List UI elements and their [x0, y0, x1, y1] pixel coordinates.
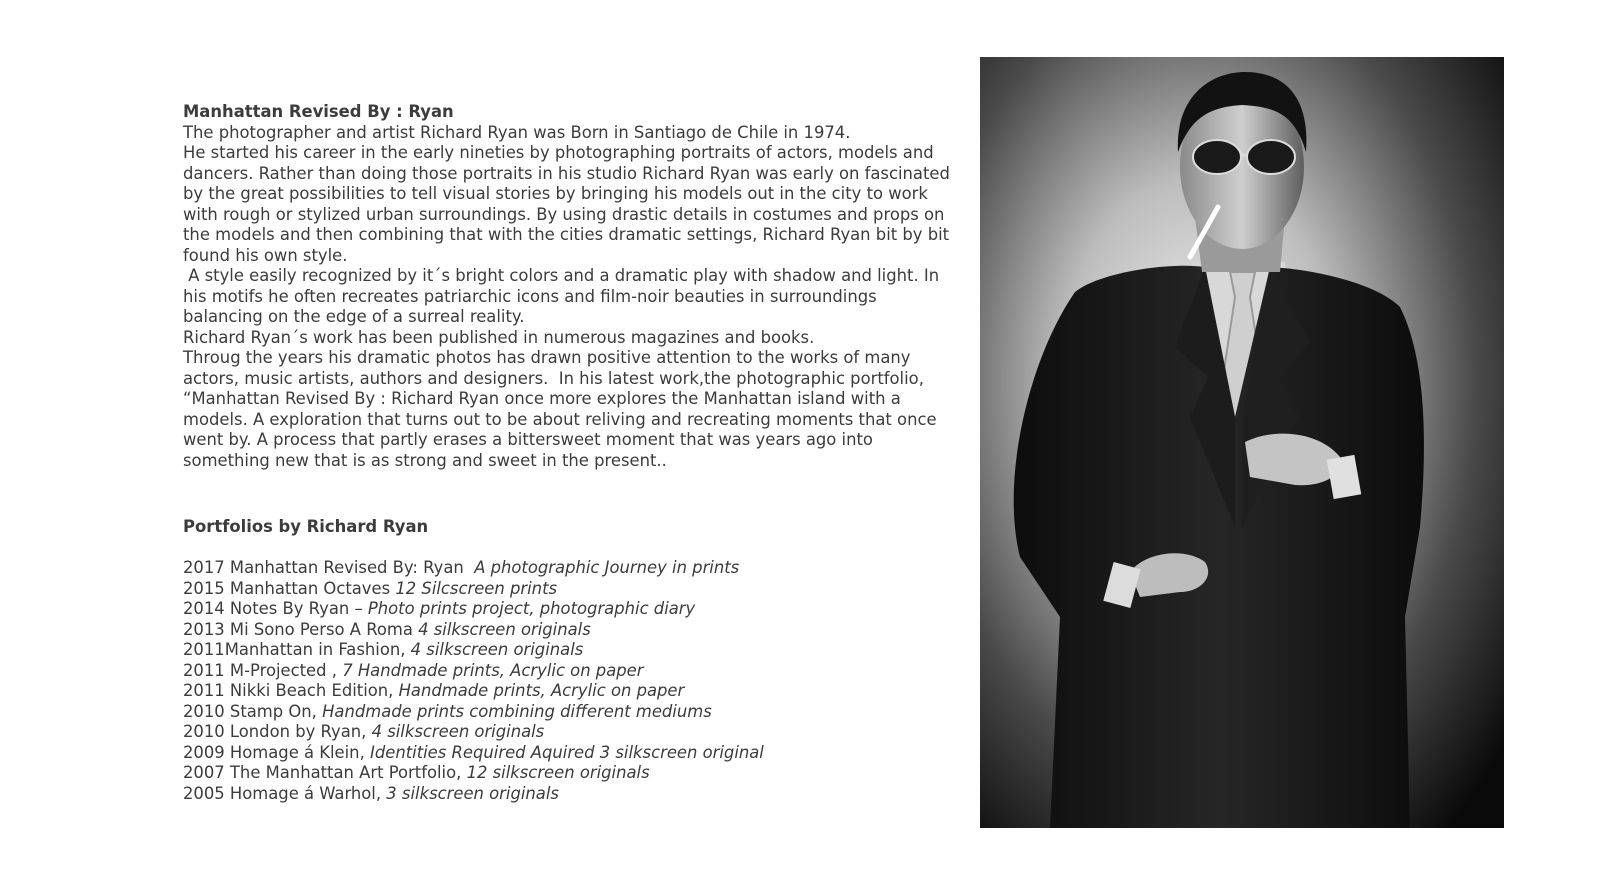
portfolio-description: A photographic Journey in prints [474, 558, 740, 577]
portfolio-title: 2011Manhattan in Fashion, [183, 640, 411, 659]
portfolio-item [183, 579, 764, 600]
portfolio-title: 2017 Manhattan Revised By: Ryan [183, 558, 475, 577]
portfolio-item [183, 743, 764, 764]
portfolio-title: 2009 Homage á Klein, [183, 742, 370, 762]
portfolio-item [183, 784, 764, 805]
artist-portrait-photo [980, 57, 1504, 828]
portfolio-description: 7 Handmade prints, Acrylic on paper [342, 660, 644, 680]
portfolio-description: Identities Required Aquired 3 silkscreen original [370, 742, 764, 762]
portfolio-item [183, 702, 764, 723]
portfolio-description: Handmade prints combining different mediums [322, 701, 712, 721]
portfolio-title: 2014 Notes By Ryan – [183, 599, 368, 618]
bio-paragraph: The photographer and artist Richard Ryan was Born in Santiago de Chile in 1974. [183, 122, 851, 142]
portfolio-title: 2005 Homage á Warhol, [183, 783, 387, 803]
portfolio-list [183, 558, 764, 804]
portfolio-title: 2015 Manhattan Octaves [183, 578, 396, 598]
portfolio-item [183, 640, 764, 661]
portfolio-item [183, 722, 764, 743]
bio-paragraph: Richard Ryan´s work has been published in numerous magazines and books. [183, 327, 815, 347]
portfolio-description: 12 Silcscreen prints [395, 578, 558, 598]
portfolio-title: 2011 Nikki Beach Edition, [183, 681, 399, 700]
portfolio-description: Photo prints project, photographic diary [367, 599, 696, 618]
portfolio-description: 3 silkscreen originals [386, 783, 559, 803]
portfolio-title: 2010 Stamp On, [183, 701, 323, 721]
bio-paragraph: Throug the years his dramatic photos has drawn positive attention to the works of many actors, music artists, authors and designers. In his latest work,the photographic portfolio, “Manhattan Revised By : Richard Ryan once more explores the Manhattan island with a models. A exploration that turns out to be about reliving and recreating moments that once went by. A process that partly erases a bittersweet moment that was years ago into something new that is as strong and sweet in the present.. [183, 348, 942, 470]
portfolio-item [183, 620, 764, 641]
portfolio-title: 2011 M-Projected , [183, 660, 343, 680]
portrait-illustration [980, 57, 1504, 828]
portfolio-item [183, 763, 764, 784]
bio-paragraph: A style easily recognized by it´s bright colors and a dramatic play with shadow and light. In his motifs he often recreates patriarchic icons and film-noir beauties in surroundings balancing on the edge of a surreal reality. [183, 266, 945, 326]
portfolio-description: 4 silkscreen originals [418, 619, 591, 639]
portfolio-item [183, 599, 764, 620]
portfolio-item [183, 661, 764, 682]
portfolio-title: 2013 Mi Sono Perso A Roma [183, 619, 419, 639]
portfolios-heading: Portfolios by Richard Ryan [183, 517, 429, 536]
bio-paragraph: He started his career in the early nineties by photographing portraits of actors, models and dancers. Rather than doing those portraits in his studio Richard Ryan was early on fascinated by the great possibilities to tell visual stories by bringing his models out in the city to work with rough or stylized urban surroundings. By using drastic details in costumes and props on the models and then combining that with the cities dramatic settings, Richard Ryan bit by bit found his own style. [183, 143, 956, 265]
artist-bio [183, 102, 956, 471]
portfolio-description: 4 silkscreen originals [371, 722, 545, 741]
portfolio-item [183, 681, 764, 702]
portfolio-title: 2010 London by Ryan, [183, 722, 372, 741]
portfolio-description: Handmade prints, Acrylic on paper [398, 681, 685, 700]
portfolio-description: 12 silkscreen originals [466, 763, 650, 782]
portfolio-item [183, 558, 764, 579]
portfolio-title: 2007 The Manhattan Art Portfolio, [183, 763, 467, 782]
portfolio-description: 4 silkscreen originals [410, 640, 584, 659]
bio-heading: Manhattan Revised By : Ryan [183, 102, 454, 121]
